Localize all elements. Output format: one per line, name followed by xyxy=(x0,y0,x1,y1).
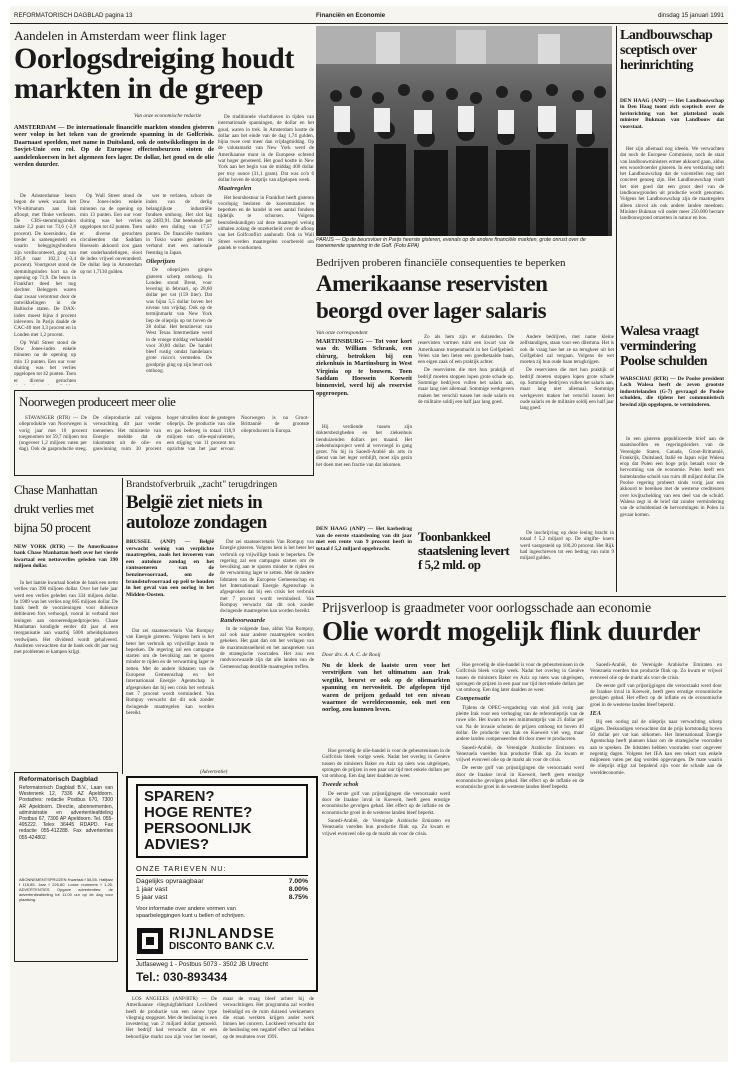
bank-subname: DISCONTO BANK C.V. xyxy=(169,941,275,952)
norway-box xyxy=(14,390,314,476)
advert-label: (Advertentie) xyxy=(200,769,228,775)
price-top-rule xyxy=(316,596,726,597)
price-col1: Hoe gevoelig de olie-handel is voor de gebeurtenissen in de Golfcrisis bleek vorige week. Nadat het overleg in Genève tussen de ministers Baker en Aziz op niets was uitgelopen, sprongen de prijzen in een paar uur tijd met enkele dollars per vat omhoog. Een dag later daalden ze weer. Tweede schok De eerste golf van prijsstijgingen die veroorzaakt werd door de Iraakse inval in Koeweit, heeft geen ernstige economische gevolgen gehad. Het effect op de inflatie en de economische groei in de westerse landen bleef beperkt. Saoedi-Arabië, de Verenigde Arabische Emiraten en Venezuela voerden hun productie flink op. Zo kwam er vrijwel evenveel olie op de markt als voor de crisis. xyxy=(322,748,450,837)
landbouw-headline: Landbouwschap sceptisch over herinrichting xyxy=(620,28,713,73)
reservists-byline: Van onze correspondent xyxy=(316,330,368,336)
lead-headline: Oorlogsdreiging houdt markten in de greep xyxy=(14,42,294,105)
rate-label: Dagelijks opvraagbaar xyxy=(136,878,204,885)
staatslening-body: De inschrijving op deze lening bracht in totaal f 5,2 miljard op. De uitgifte- koers werd vastgesteld op 100,20 procent. Het Rijk had ingeschreven tot een bedrag van ruim 9 miljard gulden. xyxy=(520,530,614,562)
reservists-kicker: Bedrijven proberen financiële consequenties te beperken xyxy=(316,257,566,269)
chase-headline: Chase Manhattan drukt verlies met bijna 50 procent xyxy=(14,482,98,535)
bank-emblem-icon xyxy=(136,927,164,955)
photo-caption: PARIJS — Op de beursvloer in Parijs heerste gisteren, evenals op de andere financiële markten, grote onrust over de toenemende spanning in de Golf. (Foto EPA) xyxy=(316,237,586,250)
bank-phone: Tel.: 030-893434 xyxy=(136,970,228,984)
rate-value: 8.75% xyxy=(288,894,308,901)
lead-sub-maatregelen: Maatregelen xyxy=(218,185,252,193)
chase-body: In het laatste kwartaal boekte de bank een netto verlies van 390 miljoen dollar. Over het hele jaar werd een verlies geleden van 334 miljoen dollar. In 1989 was het verlies nog 665 miljoen dollar. De bank heeft de voorzieningen voor dubieuze debiteuren fors verhoogd, vooral in verband met leningen aan onroerendgoedprojecten. Chase Manhattan kondigde eerder dit jaar al een reorganisatie aan waarbij 5000 arbeidsplaatsen verdwijnen. Het dividend wordt gehalveerd. Analisten verwachten dat de bank ook dit jaar nog met problemen te kampen krijgt. xyxy=(14,580,118,656)
price-col2: Hoe gevoelig de olie-handel is voor de gebeurtenissen in de Golfcrisis bleek vorige week. Nadat het overleg in Genève tussen de ministers Baker en Aziz op niets was uitgelopen, sprongen de prijzen in een paar uur tijd met enkele dollars per vat omhoog. Een dag later daalden ze weer. Compensatie Tijdens de OPEC-vergadering van eind juli vorig jaar pleitte Irak voor een verhoging van de referentieprijs van de ruwe olie. Het kwam tot een minimumprijs van 21 dollar per vat. Na de invasie schoten de prijzen omhoog tot boven 40 dollar. De productie van Irak en Koeweit viel weg, maar andere landen compenseerden dit door meer te produceren. Saoedi-Arabië, de Verenigde Arabische Emiraten en Venezuela voerden hun productie flink op. Zo kwam er vrijwel evenveel olie op de markt als voor de crisis. De eerste golf van prijsstijgingen die veroorzaakt werd door de Iraakse inval in Koeweit, heeft geen ernstige economische gevolgen gehad. Het effect op de inflatie en de economische groei in de westerse landen bleef beperkt. xyxy=(456,662,584,791)
header-left: REFORMATORISCH DAGBLAD pagina 13 xyxy=(14,12,133,19)
belgium-sub: Randvoorwaarde xyxy=(220,616,266,624)
newspaper-page xyxy=(10,6,728,1062)
sparen-note: Voor informatie over andere vormen van spaarbeleggingen kunt u bellen of schrijven. xyxy=(136,906,246,919)
lead-body-col2: Op Wall Street stond de Dow Jones-index enkele minuten na de opening op min 13 punten. Een uur voor sluiting was het verlies opgelopen tot 42 punten. Toen er diverse geruchten circuleerden dat Saddam Hoessein akkoord zou gaan met onderhandelingen, sloot de index vrijwel onveranderd. De dollar liep in Amsterdam op tot 1,7130 gulden. xyxy=(80,193,142,275)
reservists-col1: Hij verdiende tussen zijn doktersbezigheden en het ziekenhuis tienduizenden dollars per maand. Het ziekenhuisproject werd al vervroegd in gang gezet. Nu hij in Saoedi-Arabië als arts in dienst van het leger verblijft, moet zijn gezin het doen met een fractie van dat inkomen. xyxy=(316,424,412,468)
lead-lede: AMSTERDAM — De internationale financiële markten stonden gisteren weer volop in het teken van de groeiende spanning in de Golfcrisis. Daarnaast speelden, met name in Duitsland, ook de ontwikkelingen in de Sovjet-Unie een rol. Op de Europese effectenbeurzen stoten de aandelenkoersen in het algemeen fors lager. De dollar, het goud en de olie werden duurder. xyxy=(14,124,214,169)
colophon-text: Reformatorisch Dagblad B.V., Laan van Westenenk 12, 7336 AZ Apeldoorn. Postadres: redactie Postbus 670, 7300 AR Apeldoorn. Directie, abonnementen, administratie en advertentieafdeling Postbus 67, 7300 AP Apeldoorn. Tel. 055-495222. Telex 36445 RDAPD. Fax redactie 055-412288. Fax advertenties 055-424802. xyxy=(19,785,113,841)
reservists-lede: MARTINSBURG — Tot voor kort was dr. William Schrank, een chirurg, betrokken bij een ziekenhuis in Martinsburg in West Virginia op te bouwen. Toen Saddam Hoessein Koeweit binnenviel, werd hij als reservist opgeroepen. xyxy=(316,338,412,397)
trading-floor-photo xyxy=(316,26,612,236)
colophon-box xyxy=(14,772,118,962)
belgium-headline: België ziet niets in autoloze zondagen xyxy=(126,492,267,533)
norway-body: STAVANGER (RTR) — De olieproduktie van Noorwegen is vorig jaar met 10 procent toegenomen tot 59,7 miljoen ton (ongeveer 1,2 miljoen vaten per dag). Ook de gasproductie steeg. De olieproductie zal volgens verwachting dit jaar verder toenemen. Het ministerie van Energie meldde dat de inkomsten uit de olie- en gaswinning ruim 30 procent hoger uitvallen door de gestegen olieprijs. De productie van olie en gas bedroeg in totaal 118,9 miljoen ton olie-equivalenten, een stijging van 11 procent ten opzichte van het jaar ervoor. Noorwegen is na Groot-Brittannië de grootste olieproducent in Europa. xyxy=(19,415,309,453)
landbouw-body: Het zijn allemaal nog ideeën. We verwachten dat noch de Europese Commissie, noch de staat van landbouwministers ermee akkoord gaan, aldus een woordvoerder gisteren. In een verklaring stelt het Landbouwschap dat de voorstellen nog niet concreet genoeg zijn. Het Landbouwschap vindt het niet goed dat een groot deel van de landbouwgronden uit productie wordt genomen. Volgens het Landbouwschap zijn de maatregelen alleen zinvol als ook andere landen meedoen. Minister Bukman wil onder meer 250.000 hectare landbouwgrond omzetten in natuur en bos. xyxy=(620,146,724,222)
belgium-lede: BRUSSEL (ANP) — België verwacht weinig van verplichte maatregelen, zoals het invoeren van een autoloze zondag en het rantsoeneren van de benzinevoorraad, om de brandstofvoorraad op peil te houden in het geval van een oorlog in het Midden-Oosten. xyxy=(126,539,214,598)
reservists-headline: Amerikaanse reservisten beorgd over lager salaris xyxy=(316,271,548,323)
price-sub-compensatie: Compensatie xyxy=(456,695,491,703)
rate-label: 5 jaar vast xyxy=(136,894,168,901)
los-angeles-item: LOS ANGELES (ANP/RTR) — De Amerikaanse vliegtuigfabrikant Lockheed heeft de productie van een nieuw type vliegtuig stopgezet. Met de beslissing is een investering van 2 miljard dollar gemoeid. Het bedrijf had verwacht dat er een behoorlijke markt zou zijn voor het toestel, maar de vraag bleef achter bij de verwachtingen. Het programma zal worden beëindigd en de ruim duizend werknemers die eraan werkten krijgen ander werk binnen het concern. Lockheed verwacht dat de beslissing een negatief effect zal hebben op de resultaten over 1991. xyxy=(126,996,314,1040)
price-sub-iea: IEA xyxy=(590,710,602,718)
price-headline: Olie wordt mogelijk flink duurder xyxy=(322,616,701,646)
belgium-col2: Dat zei staatssecretaris Van Rompuy van Energie gisteren. Volgens hem is het beter het verbruik op vrijwillige basis te beperken. De regering zal een campagne starten om de bevolking aan te sporen minder te rijden en de verwarming lager te zetten. Met de andere lidstaten van de Europese Gemeenschap en het Internationaal Energie Agentschap is afgesproken dat bij een crisis het verbruik met 7 procent wordt verminderd. Van Rompuy verwacht dat dit ook zonder dwingende maatregelen kan worden bereikt. Randvoorwaarde In de volgende fase, aldus Van Rompuy, zal ook naar andere maatregelen worden gekeken. Het gaat dan om het verlagen van de maximumsnelheid en het aanspreken van de strategische voorraden. Het zou een randvoorwaarde zijn dat alle landen van de Gemeenschap dezelfde maatregelen treffen. xyxy=(220,539,314,670)
chase-lede: NEW YORK (RTR) — De Amerikaanse bank Chase Manhattan heeft over het vierde kwartaal een nettoverlies geleden van 390 miljoen dollar. xyxy=(14,544,118,570)
bank-address: Jutfaseweg 1 - Postbus 5073 - 3502 JB Utrecht xyxy=(136,959,308,968)
reservists-col3: Andere bedrijven, met name kleine zelfstandigen, staan voor een dilemma. Het is ook de vraag hoe het ze na terugkeer uit het Golfgebied zal vergaan. Volgens de wet moeten zij hun oude baan terugkrijgen. De reservisten die met hun praktijk of bedrijf moeten stoppen lopen grote schade op. Sommige bedrijven vullen het salaris aan, maar lang niet allemaal. Sommige werkgevers maken het verschil tussen het oude salaris en de militaire soldij een half jaar lang goed. xyxy=(520,334,614,412)
rate-label: 1 jaar vast xyxy=(136,886,168,893)
norway-headline: Noorwegen produceert meer olie xyxy=(19,394,176,409)
staatslening-lede: DEN HAAG (ANP) — Het kasbedrag van de eerste staatslening van dit jaar met een rente van 9 procent heeft in totaal f 5,2 miljard opgebracht. xyxy=(316,526,412,552)
price-byline: Door drs. A. A. C. de Rooij xyxy=(322,652,381,658)
rate-row xyxy=(136,886,308,894)
colophon-small: ABONNEMENTSPRIJZEN Kwartaal f 58,55. Halfjaar f 115,85. Jaar f 226,60. Losse nummers f 1,25. ADVERTENTIES Opgave advertenties: de advertentieafdeling tot 11.00 uur op de dag voor plaatsing. xyxy=(19,877,113,902)
sparen-title-box: SPAREN? HOGE RENTE? PERSOONLIJK ADVIES? xyxy=(136,784,308,858)
header-date: dinsdag 15 januari 1991 xyxy=(657,12,724,19)
price-col3: Saoedi-Arabië, de Verenigde Arabische Emiraten en Venezuela voerden hun productie flink op. Zo kwam er vrijwel evenveel olie op de markt als voor de crisis. De eerste golf van prijsstijgingen die veroorzaakt werd door de Iraakse inval in Koeweit, heeft geen ernstige economische gevolgen gehad. Het effect op de inflatie en de economische groei in de westerse landen bleef beperkt. IEA Bij een oorlog zal de olieprijs naar verwachting scherp stijgen. Deskundigen verwachten dat de prijs kortstondig boven 50 dollar per vat kan uitkomen. Het Internationaal Energie Agentschap heeft plannen klaar om de strategische voorraden aan te spreken. De lidstaten hebben voorraden voor ongeveer negentig dagen. Volgens het IEA kan een tekort van enkele miljoenen vaten per dag worden opgevangen. De mate waarin de olieprijs stijgt zal bepalend zijn voor de schade aan de wereldeconomie. xyxy=(590,662,722,776)
belgium-col1: Dat zei staatssecretaris Van Rompuy van Energie gisteren. Volgens hem is het beter het verbruik op vrijwillige basis te beperken. De regering zal een campagne starten om de bevolking aan te sporen minder te rijden en de verwarming lager te zetten. Met de andere lidstaten van de Europese Gemeenschap en het Internationaal Energie Agentschap is afgesproken dat bij een crisis het verbruik met 7 procent wordt verminderd. Van Rompuy verwacht dat dit ook zonder dwingende maatregelen kan worden bereikt. xyxy=(126,628,214,716)
colophon-title: Reformatorisch Dagblad xyxy=(19,776,98,783)
rate-row xyxy=(136,878,308,886)
walesa-headline: Walesa vraagt vermindering Poolse schulden xyxy=(620,324,708,369)
header-section: Financiën en Economie xyxy=(316,12,386,19)
staatslening-headline: Toonbankkeel staatslening levert f 5,2 mld. op xyxy=(418,529,510,572)
landbouw-lede: DEN HAAG (ANP) — Het Landbouwschap in Den Haag toont zich sceptisch over de herinrichting van het platteland zoals minister Bukman van Landbouw dat voorstaat. xyxy=(620,98,724,130)
walesa-lede: WARSCHAU (RTR) — De Poolse president Lech Walesa heeft de zeven grootste industrielanden (G-7) gevraagd de Poolse schulden, die tijdens het communistisch bewind zijn opgelopen, te verminderen. xyxy=(620,376,724,408)
rate-value: 8.00% xyxy=(288,886,308,893)
right-column-rule xyxy=(616,26,617,592)
sparen-advert xyxy=(126,776,318,992)
lead-byline: Van onze economische redactie xyxy=(134,113,202,119)
rate-row xyxy=(136,894,308,902)
belgium-kicker: Brandstofverbruik „zacht" terugdringen xyxy=(126,480,278,490)
chase-column-rule xyxy=(122,478,123,774)
bank-logo xyxy=(136,926,306,956)
rates-table xyxy=(136,875,308,902)
price-sub-tweede-schok: Tweede schok xyxy=(322,781,359,789)
sparen-subtitle: ONZE TARIEVEN NU: xyxy=(136,864,227,873)
lead-sub-olieprijzen: Olieprijzen xyxy=(146,257,176,265)
page-header xyxy=(10,10,728,22)
price-kicker: Prijsverloop is graadmeter voor oorlogsschade aan economie xyxy=(322,600,652,615)
lead-kicker: Aandelen in Amsterdam weer flink lager xyxy=(14,28,226,43)
lead-body-col4: De traditionele vluchthaven in tijden van internationale spanningen, de dollar en het goud, waren in trek. In Amsterdam kostte de dollar aan het einde van de dag 1,74 gulden, bijna twee cent meer dan vrijdagmiddag. Op de valutamarkt van New York werd de Amerikaanse munt in de Europese ochtend wat hoger genoteerd. Het goud kostte in New York aan het begin van de middag 400 dollar per troy ounce (31,1 gram). Dat was zo'n 6 dollar boven de slotprijs van afgelopen week. Maatregelen Het beursbestuur in Frankfurt heeft gisteren voorlopig besloten de koersmutaties te beperken en de handel in een aantal fondsen tijdelijk te schorsen. Volgens beursdeskundigen zal deze maatregel weinig uithalen zolang de onzekerheid over de afloop van het Golfconflict aanhoudt. Ook in Wall Street werden maatregelen voorbereid om paniek te voorkomen. xyxy=(218,114,314,251)
rate-value: 7.00% xyxy=(288,878,308,885)
price-lede: Nu de kloek de laatste uren voor het verstrijken van het ultimatum aan Irak wegtikt, beurst er ook op de oliemarkten spanning en nervositeit. De afgelopen tijd waren de prijzen gedaald tot een niveau waarmee de wereldeconomie, ook met een oorlog, zou kunnen leven. xyxy=(322,662,450,714)
walesa-body: In een gisteren gepubliceerde brief aan de staatshoofden en regeringsleiders van de Verenigde Staten, Canada, Groot-Brittannië, Frankrijk, Duitsland, Italië en Japan wijst Walesa erop dat Polen een hoge prijs betaalt voor de hervorming van de economie. Polen heeft een buitenlandse schuld van ruim 48 miljard dollar. De Poolse regering probeert sinds vorig jaar een akkoord te bereiken met de westerse crediteuren over kwijtschelding van een deel van de schuld. Walesa zegt in de brief dat zonder vermindering van de schuldenlast de hervormingen in Polen in gevaar komen. xyxy=(620,436,724,518)
photo-image xyxy=(316,26,612,236)
lead-body-col3: wet te verlaten, schoot de index van de derlig belangrijkste industriële fondsen omhoog. Het slot lag op 2483,91. Dat betekende per saldo een daling van 17,57 punten. De financiële markten in Tokio waren gesloten in verband met een nationale feestdag in Japan. Olieprijzen De olieprijzen gingen gisteren scherp omhoog. In Londen stond Brent, voor levering in februari, op 28,60 dollar per vat (159 liter). Dat was bijna 5,5 dollar boven het niveau van vrijdag. Ook op de termijnmarkt van New York liep de olieprijs op tot boven de 28 dollar. Het benzinevat van West Texas Intermediate werd in de vroege middag verhandeld voor 30,80 dollar. De handel bleef rustig omdat handelaars grote risico's vermeden. De goudprijs ging op zijn beurt ook omhoog. xyxy=(146,193,212,375)
lead-body-col1: De Amsterdamse beurs begon de week waarin het VN-ultimatum aan Irak afloopt, met flinke verliezen. De CBS-stemmingsindex zakte 2,2 punt tot 73,6 (-2,8 procent). De koersindex, die breder is samengesteld en waarin beleggingsfondsen zijn verdisconteerd, ging van 105,8 naar 102,3 (-3,4 procent). Voortgezet stond de stemmingsindex kort na de opening op 71,9. De beurs in Frankfurt deed het nog slechter. Beleggers waren daar zwaar verontrust door de ontwikkelingen in de Baltische staten. De DAX-index moest bijna 4 procent inleveren. In Parijs daalde de CAC-40 met 3,3 procent en in Londen met 1,2 procent. Op Wall Street stond de Dow Jones-index enkele minuten na de opening op min 13 punten. Een uur voor sluiting was het verlies opgelopen tot 42 punten. Toen er diverse geruchten xyxy=(14,193,76,384)
reservists-col2: Zo als hem zijn er duizenden. De reservisten vormen ruim een kwart van de Amerikaanse troepenmacht in het Golfgebied. Velen van hen lieten een goedbetaalde baan, een eigen zaak of een praktijk achter. De reservisten die met hun praktijk of bedrijf moeten stoppen lopen grote schade op. Sommige bedrijven vullen het salaris aan, maar lang niet allemaal. Sommige werkgevers maken het verschil tussen het oude salaris en de militaire soldij een half jaar lang goed. xyxy=(418,334,514,405)
bank-name: RIJNLANDSE xyxy=(169,925,275,942)
header-rule xyxy=(10,23,728,24)
